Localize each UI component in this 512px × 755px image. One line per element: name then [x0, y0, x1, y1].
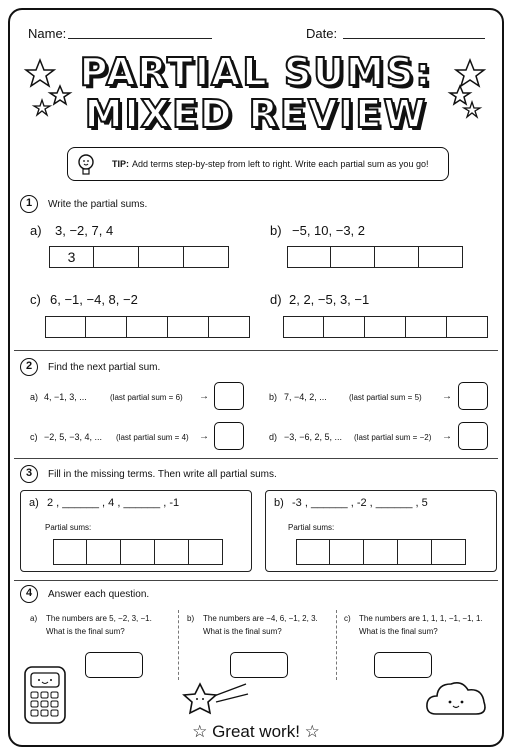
arrow-icon: →: [442, 391, 452, 402]
s2-a-hint: (last partial sum = 6): [110, 393, 183, 402]
s1-b-box[interactable]: [419, 246, 463, 268]
s4-a-label: a): [30, 614, 38, 623]
s3-b-sequence[interactable]: -3 , ______ , -2 , ______ , 5: [292, 497, 428, 509]
s4-b-line1: The numbers are −4, 6, −1, 2, 3.: [203, 614, 318, 623]
s1-a-boxes: [49, 246, 229, 268]
tip-prefix: TIP:: [112, 159, 129, 169]
s1-c-box[interactable]: [45, 316, 86, 338]
s3-a-box[interactable]: [53, 539, 87, 565]
s1-a-box[interactable]: 3: [49, 246, 94, 268]
s4-b-label: b): [187, 614, 195, 623]
s3-b-box[interactable]: [398, 539, 432, 565]
s3-a-box[interactable]: [189, 539, 223, 565]
arrow-icon: →: [199, 431, 209, 442]
s2-a-terms: 4, −1, 3, ...: [44, 392, 87, 402]
s3-b-box[interactable]: [330, 539, 364, 565]
s1-a-terms: 3, −2, 7, 4: [55, 223, 114, 238]
s2-c-label: c): [30, 432, 38, 442]
s1-c-box[interactable]: [209, 316, 250, 338]
s2-b-label: b): [269, 392, 278, 402]
s1-c-terms: 6, −1, −4, 8, −2: [50, 292, 138, 307]
s1-d-box[interactable]: [447, 316, 488, 338]
section-4-instruction: Answer each question.: [48, 589, 150, 600]
calculator-icon: [22, 664, 68, 726]
section-2-number: 2: [20, 358, 38, 376]
s2-a-answer-box[interactable]: [214, 382, 244, 410]
s4-c-line2: What is the final sum?: [359, 627, 438, 636]
divider: [14, 458, 498, 459]
star-icon-cluster-left: [22, 56, 82, 126]
s2-b-answer-box[interactable]: [458, 382, 488, 410]
s3-b-label: b): [274, 497, 284, 509]
s3-b-box[interactable]: [296, 539, 330, 565]
s3-b-panel: [265, 490, 497, 572]
s1-d-box[interactable]: [406, 316, 447, 338]
s1-b-label: b): [270, 223, 282, 238]
s2-b-terms: 7, −4, 2, ...: [284, 392, 327, 402]
section-1-number: 1: [20, 195, 38, 213]
tip-text: Add terms step-by-step from left to right. Write each partial sum as you go!: [132, 159, 429, 169]
star-icon-cluster-right: [430, 56, 490, 126]
s4-b-answer-box[interactable]: [230, 652, 288, 678]
s3-a-boxes: [53, 539, 223, 565]
shooting-star-icon: [180, 680, 250, 722]
s3-b-partial-sums-label: Partial sums:: [288, 523, 335, 532]
date-field[interactable]: [343, 38, 485, 39]
s3-a-box[interactable]: [87, 539, 121, 565]
dashed-divider: [336, 610, 337, 680]
s3-b-box[interactable]: [432, 539, 466, 565]
s1-c-box[interactable]: [86, 316, 127, 338]
s2-d-terms: −3, −6, 2, 5, ...: [284, 432, 343, 442]
s4-b-line2: What is the final sum?: [203, 627, 282, 636]
tip-box: [67, 147, 449, 181]
s1-c-box[interactable]: [168, 316, 209, 338]
name-field[interactable]: [68, 38, 212, 39]
s1-a-box[interactable]: [94, 246, 139, 268]
s2-b-hint: (last partial sum = 5): [349, 393, 422, 402]
s4-c-label: c): [344, 614, 351, 623]
s1-c-label: c): [30, 292, 41, 307]
s1-a-box[interactable]: [184, 246, 229, 268]
title-line-1: PARTIAL SUMS:: [79, 50, 433, 94]
s1-c-boxes: [45, 316, 250, 338]
s2-c-terms: −2, 5, −3, 4, ...: [44, 432, 103, 442]
s1-d-boxes: [283, 316, 488, 338]
s1-a-box[interactable]: [139, 246, 184, 268]
s2-c-hint: (last partial sum = 4): [116, 433, 189, 442]
s4-a-line1: The numbers are 5, −2, 3, −1.: [46, 614, 152, 623]
star-icon: ☆: [192, 722, 208, 741]
title-line-2: MIXED REVIEW: [84, 92, 428, 136]
divider: [14, 350, 498, 351]
s1-b-boxes: [287, 246, 463, 268]
s1-a-label: a): [30, 223, 42, 238]
s3-a-box[interactable]: [155, 539, 189, 565]
arrow-icon: →: [442, 431, 452, 442]
s1-b-box[interactable]: [331, 246, 375, 268]
s1-b-box[interactable]: [287, 246, 331, 268]
section-1-instruction: Write the partial sums.: [48, 199, 148, 210]
s3-a-box[interactable]: [121, 539, 155, 565]
arrow-icon: →: [199, 391, 209, 402]
s3-b-box[interactable]: [364, 539, 398, 565]
s1-b-box[interactable]: [375, 246, 419, 268]
cloud-icon: [424, 672, 490, 722]
s1-d-label: d): [270, 292, 282, 307]
s1-d-terms: 2, 2, −5, 3, −1: [289, 292, 370, 307]
section-3-instruction: Fill in the missing terms. Then write all partial sums.: [48, 469, 277, 480]
s3-b-boxes: [296, 539, 466, 565]
section-3-number: 3: [20, 465, 38, 483]
s1-d-box[interactable]: [324, 316, 365, 338]
s1-d-box[interactable]: [365, 316, 406, 338]
footer-message: [0, 722, 512, 742]
date-label: Date:: [306, 26, 338, 41]
s2-d-label: d): [269, 432, 278, 442]
lightbulb-icon: [74, 151, 98, 177]
s1-d-box[interactable]: [283, 316, 324, 338]
section-4-number: 4: [20, 585, 38, 603]
s1-b-terms: −5, 10, −3, 2: [292, 223, 366, 238]
s2-a-label: a): [30, 392, 39, 402]
s4-a-answer-box[interactable]: [85, 652, 143, 678]
s4-c-line1: The numbers are 1, 1, 1, −1, −1, 1.: [359, 614, 483, 623]
s3-a-label: a): [29, 497, 39, 509]
footer-text: Great work!: [212, 722, 300, 741]
s2-d-hint: (last partial sum = −2): [354, 433, 432, 442]
s3-a-partial-sums-label: Partial sums:: [45, 523, 92, 532]
section-2-instruction: Find the next partial sum.: [48, 362, 161, 373]
name-label: Name:: [28, 26, 67, 41]
s4-a-line2: What is the final sum?: [46, 627, 125, 636]
s2-c-answer-box[interactable]: [214, 422, 244, 450]
dashed-divider: [178, 610, 179, 680]
s3-a-panel: [20, 490, 252, 572]
s2-d-answer-box[interactable]: [458, 422, 488, 450]
star-icon: ☆: [304, 722, 320, 741]
divider: [14, 580, 498, 581]
s3-a-sequence[interactable]: 2 , ______ , 4 , ______ , -1: [47, 497, 180, 509]
s1-c-box[interactable]: [127, 316, 168, 338]
